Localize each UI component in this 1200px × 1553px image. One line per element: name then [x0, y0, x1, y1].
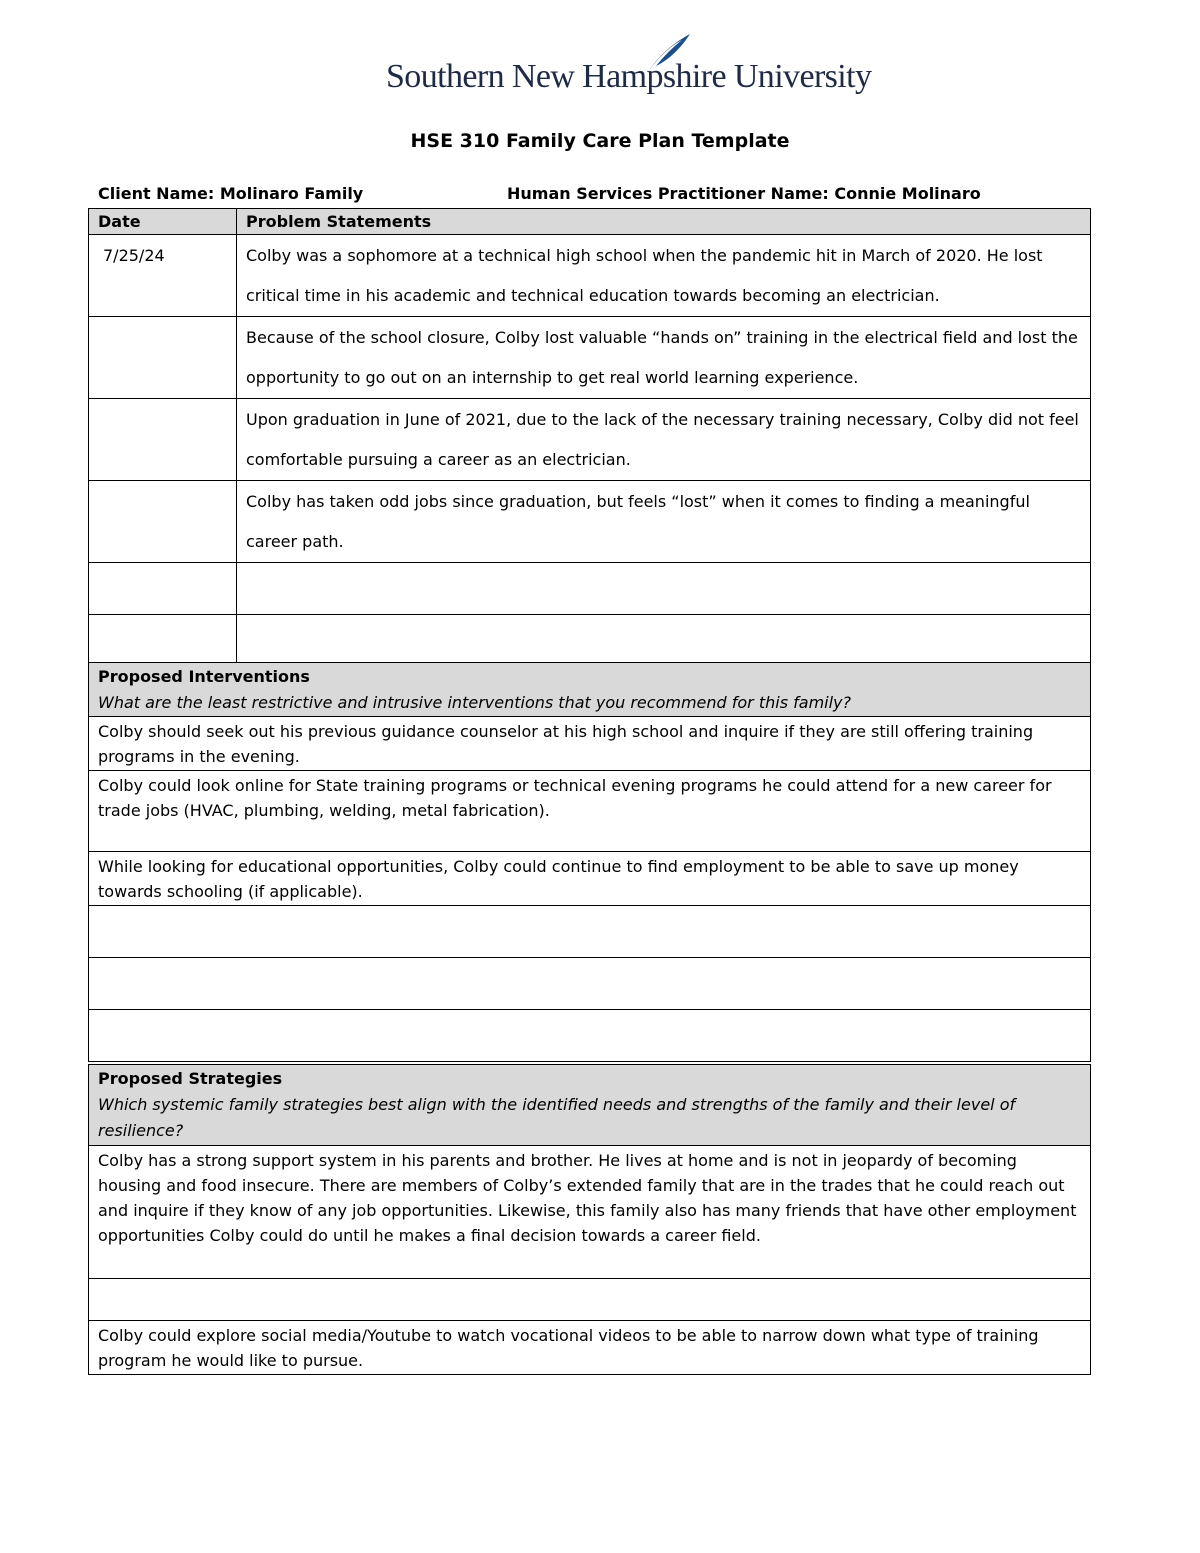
- date-cell: 7/25/24: [89, 235, 237, 317]
- table-row: [89, 481, 1091, 563]
- list-item: [89, 717, 1091, 771]
- table-row: [89, 235, 1091, 317]
- interventions-question: What are the least restrictive and intrusive interventions that you recommend for this family?: [98, 693, 851, 712]
- intervention-cell: While looking for educational opportunities, Colby could continue to find employment to be able to save up money towards schooling (if applicable).: [89, 852, 1091, 906]
- strategy-cell: Colby has a strong support system in his parents and brother. He lives at home and is not in jeopardy of becoming housing and food insecure. There are members of Colby’s extended family that are in the trades that he could reach out and inquire if they know of any job opportunities. Likewise, this family also has many friends that have other employment opportunities Colby could do until he makes a final decision towards a career field.: [89, 1146, 1091, 1279]
- intervention-cell: Colby should seek out his previous guidance counselor at his high school and inquire if they are still offering training programs in the evening.: [89, 717, 1091, 771]
- date-cell: [89, 399, 237, 481]
- table-row: [89, 317, 1091, 399]
- date-cell: [89, 481, 237, 563]
- feather-icon: [642, 32, 694, 76]
- list-item: [89, 1321, 1091, 1375]
- interventions-heading: Proposed Interventions: [98, 667, 310, 686]
- practitioner-name: Human Services Practitioner Name: Connie Molinaro: [507, 184, 981, 203]
- intervention-cell: Colby could look online for State training programs or technical evening programs he could attend for a new career for trade jobs (HVAC, plumbing, welding, metal fabrication).: [89, 771, 1091, 852]
- problem-column-header: Problem Statements: [237, 209, 1091, 235]
- list-item: [89, 771, 1091, 852]
- client-name: Client Name: Molinaro Family: [98, 184, 364, 203]
- empty-row: [89, 1010, 1091, 1062]
- logo-wordmark: Southern New Hampshire University: [386, 58, 872, 95]
- strategies-header: [89, 1065, 1091, 1146]
- strategies-table: [88, 1064, 1091, 1375]
- date-cell: [89, 317, 237, 399]
- list-item: [89, 1279, 1091, 1321]
- strategies-heading: Proposed Strategies: [98, 1069, 283, 1088]
- problem-statement-cell: Colby was a sophomore at a technical high school when the pandemic hit in March of 2020. He lost critical time in his academic and technical education towards becoming an electrician.: [237, 235, 1091, 317]
- problem-statement-cell: Colby has taken odd jobs since graduation, but feels “lost” when it comes to finding a meaningful career path.: [237, 481, 1091, 563]
- strategies-question: Which systemic family strategies best align with the identified needs and strengths of the family and their level of resilience?: [98, 1095, 1016, 1140]
- empty-row: [89, 906, 1091, 958]
- problem-statements-table: [88, 208, 1091, 667]
- interventions-header: [89, 663, 1091, 717]
- table-row: [89, 399, 1091, 481]
- university-logo: [386, 52, 872, 102]
- empty-row: [89, 615, 1091, 667]
- date-column-header: Date: [89, 209, 237, 235]
- strategy-cell: Colby could explore social media/Youtube to watch vocational videos to be able to narrow down what type of training program he would like to pursue.: [89, 1321, 1091, 1375]
- empty-row: [89, 563, 1091, 615]
- interventions-table: [88, 662, 1091, 1062]
- table-header-row: [89, 209, 1091, 235]
- problem-statement-cell: Upon graduation in June of 2021, due to the lack of the necessary training necessary, Colby did not feel comfortable pursuing a career as an electrician.: [237, 399, 1091, 481]
- empty-row: [89, 958, 1091, 1010]
- list-item: [89, 1146, 1091, 1279]
- strategy-cell: [89, 1279, 1091, 1321]
- list-item: [89, 852, 1091, 906]
- document-title: HSE 310 Family Care Plan Template: [410, 130, 790, 152]
- problem-statement-cell: Because of the school closure, Colby lost valuable “hands on” training in the electrical field and lost the opportunity to go out on an internship to get real world learning experience.: [237, 317, 1091, 399]
